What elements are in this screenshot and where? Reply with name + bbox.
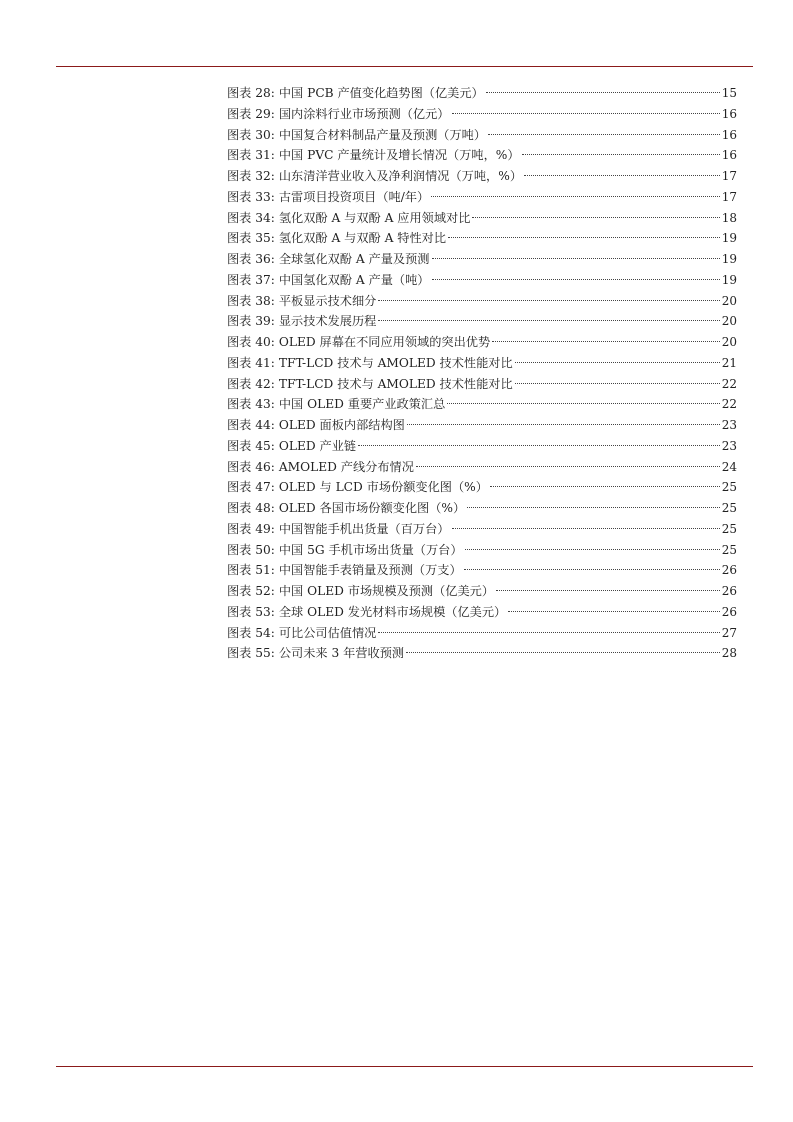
toc-entry-25[interactable] [227,581,737,602]
toc-entry-8[interactable] [227,228,737,249]
toc-entry-1[interactable] [227,83,737,104]
page-number: 19 [721,252,737,266]
toc-entry-20[interactable] [227,477,737,498]
page-number: 21 [721,355,737,370]
page-number: 26 [721,584,737,598]
figure-number: 图表 32: [227,169,275,183]
page-number: 25 [721,542,737,557]
figure-number: 图表 41: [227,355,275,370]
toc-entry-24[interactable] [227,560,737,581]
leader-dots [447,403,719,404]
leader-dots [490,486,720,487]
toc-entry-17[interactable] [227,415,737,436]
leader-dots [515,362,720,363]
leader-dots [378,320,719,321]
figure-title: TFT-LCD 技术与 AMOLED 技术性能对比 [278,376,513,391]
figure-title: 山东清洋营业收入及净利润情况（万吨，%） [278,169,523,183]
figure-number: 图表 31: [227,148,275,163]
figure-title: OLED 屏幕在不同应用领域的突出优势 [278,335,491,349]
figure-title: OLED 与 LCD 市场份额变化图（%） [278,480,488,495]
page-number: 20 [721,314,737,329]
figure-title: 中国智能手表销量及预测（万支） [278,563,462,578]
toc-entry-5[interactable] [227,166,737,187]
toc-entry-4[interactable] [227,145,737,166]
page-number: 16 [721,148,737,163]
figure-number: 图表 54: [227,625,275,640]
toc-entry-11[interactable] [227,291,737,312]
page-number: 23 [721,438,737,453]
toc-entry-2[interactable] [227,104,737,125]
figure-number: 图表 36: [227,252,275,266]
figure-number: 图表 51: [227,563,275,578]
figure-title: 中国 OLED 重要产业政策汇总 [278,397,446,412]
leader-dots [522,154,720,155]
page-number: 25 [721,480,737,495]
leader-dots [464,569,720,570]
figure-number: 图表 40: [227,335,275,349]
toc-entry-9[interactable] [227,249,737,270]
figure-number: 图表 47: [227,480,275,495]
figure-title: 可比公司估值情况 [278,625,377,640]
page-number: 22 [721,376,737,391]
toc-entry-13[interactable] [227,332,737,353]
leader-dots [524,175,720,176]
toc-entry-22[interactable] [227,519,737,540]
figure-number: 图表 28: [227,86,275,100]
figure-number: 图表 44: [227,418,275,432]
page-number: 25 [721,501,737,515]
toc-entry-16[interactable] [227,394,737,415]
figure-title: 中国氢化双酚 A 产量（吨） [278,272,430,287]
toc-entry-21[interactable] [227,498,737,519]
figure-title: 公司未来 3 年营收预测 [278,646,405,661]
leader-dots [486,92,720,93]
figure-number: 图表 29: [227,106,275,121]
page-number: 24 [721,459,737,474]
page-number: 15 [721,86,737,100]
leader-dots [432,279,720,280]
figure-number: 图表 48: [227,501,275,515]
page-number: 26 [721,604,737,619]
figure-title: 中国 PCB 产值变化趋势图（亿美元） [278,86,484,100]
figure-number: 图表 55: [227,646,275,661]
toc-entry-12[interactable] [227,311,737,332]
figure-number: 图表 33: [227,189,275,204]
figure-number: 图表 34: [227,210,275,225]
page-number: 17 [721,189,737,204]
figure-number: 图表 52: [227,584,275,598]
figure-title: 显示技术发展历程 [278,314,377,329]
page-number: 16 [721,106,737,121]
figure-title: OLED 面板内部结构图 [278,418,405,432]
page-number: 28 [721,646,737,661]
figure-title: 氢化双酚 A 与双酚 A 应用领域对比 [278,210,471,225]
leader-dots [448,237,720,238]
figure-number: 图表 42: [227,376,275,391]
toc-entry-18[interactable] [227,436,737,457]
figure-title: 氢化双酚 A 与双酚 A 特性对比 [278,231,447,246]
leader-dots [492,341,720,342]
toc-entry-19[interactable] [227,457,737,478]
leader-dots [378,632,719,633]
toc-entry-3[interactable] [227,125,737,146]
page-number: 20 [721,335,737,349]
toc-entry-27[interactable] [227,623,737,644]
figure-number: 图表 49: [227,521,275,536]
toc-entry-14[interactable] [227,353,737,374]
leader-dots [465,549,720,550]
leader-dots [452,528,720,529]
page-number: 22 [721,397,737,412]
toc-entry-28[interactable] [227,643,737,664]
figure-title: 中国 5G 手机市场出货量（万台） [278,542,463,557]
figure-number: 图表 45: [227,438,275,453]
figure-title: 平板显示技术细分 [278,293,377,308]
header-rule [56,66,753,67]
figure-number: 图表 46: [227,459,275,474]
figure-title: 国内涂料行业市场预测（亿元） [278,106,450,121]
page-number: 27 [721,625,737,640]
figure-number: 图表 35: [227,231,275,246]
page-number: 16 [721,127,737,142]
leader-dots [467,507,720,508]
leader-dots [416,466,720,467]
figure-number: 图表 38: [227,293,275,308]
figure-title: 古雷项目投资项目（吨/年） [278,189,430,204]
figure-title: TFT-LCD 技术与 AMOLED 技术性能对比 [278,355,513,370]
table-of-figures [227,83,737,664]
figure-title: 中国智能手机出货量（百万台） [278,521,450,536]
toc-entry-6[interactable] [227,187,737,208]
figure-title: 中国复合材料制品产量及预测（万吨） [278,127,487,142]
page-number: 18 [721,210,737,225]
leader-dots [406,652,720,653]
footer-rule [56,1066,753,1067]
leader-dots [452,113,720,114]
figure-number: 图表 53: [227,604,275,619]
figure-title: 中国 OLED 市场规模及预测（亿美元） [278,584,495,598]
page-number: 20 [721,293,737,308]
leader-dots [432,258,720,259]
leader-dots [407,424,720,425]
toc-entry-10[interactable] [227,270,737,291]
figure-number: 图表 37: [227,272,275,287]
page-number: 25 [721,521,737,536]
page-number: 19 [721,272,737,287]
leader-dots [515,383,720,384]
leader-dots [358,445,720,446]
figure-number: 图表 30: [227,127,275,142]
page-number: 23 [721,418,737,432]
toc-entry-23[interactable] [227,540,737,561]
figure-title: OLED 产业链 [278,438,357,453]
page-number: 19 [721,231,737,246]
figure-title: AMOLED 产线分布情况 [278,459,414,474]
leader-dots [378,300,719,301]
page-number: 17 [721,169,737,183]
figure-number: 图表 39: [227,314,275,329]
figure-number: 图表 50: [227,542,275,557]
figure-title: 全球 OLED 发光材料市场规模（亿美元） [278,604,507,619]
figure-title: 全球氢化双酚 A 产量及预测 [278,252,430,266]
figure-title: OLED 各国市场份额变化图（%） [278,501,466,515]
figure-number: 图表 43: [227,397,275,412]
toc-entry-7[interactable] [227,208,737,229]
leader-dots [431,196,719,197]
toc-entry-15[interactable] [227,374,737,395]
leader-dots [508,611,720,612]
leader-dots [496,590,720,591]
leader-dots [488,134,720,135]
figure-title: 中国 PVC 产量统计及增长情况（万吨，%） [278,148,520,163]
toc-entry-26[interactable] [227,602,737,623]
leader-dots [472,217,719,218]
page-number: 26 [721,563,737,578]
